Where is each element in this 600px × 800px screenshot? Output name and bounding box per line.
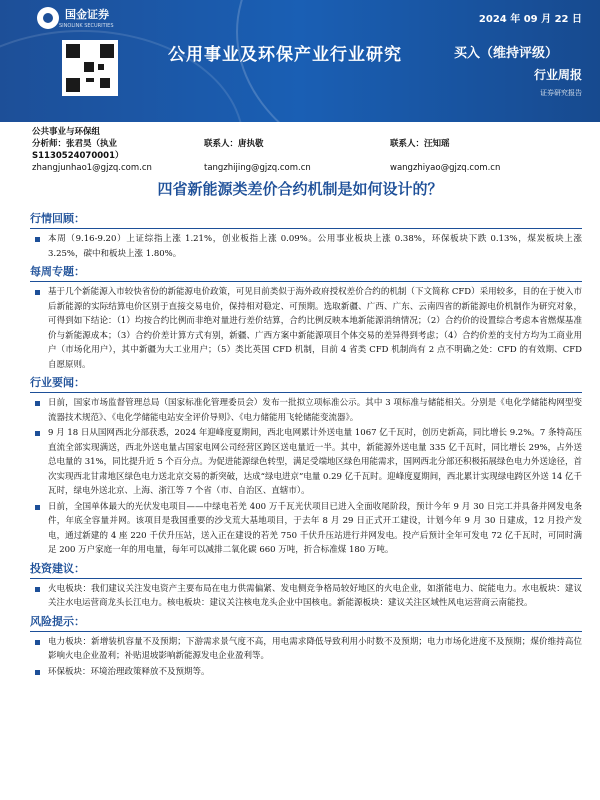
analyst-entry [390, 138, 570, 162]
section-heading: 投资建议： [30, 560, 582, 579]
analyst-block [32, 126, 582, 174]
bullet-icon [35, 505, 40, 510]
bullet-icon [35, 587, 40, 592]
bullet-icon [35, 237, 40, 242]
section-heading: 每周专题： [30, 263, 582, 282]
report-title: 公用事业及环保产业行业研究 [168, 45, 402, 65]
analyst-name: 张君昊（执业 S1130524070001） [32, 139, 124, 161]
report-date: 2024 年 09 月 22 日 [478, 14, 582, 25]
section-heading: 行情回顾： [30, 210, 582, 229]
list-item [30, 232, 582, 261]
logo-name: 国金证券 [65, 8, 109, 21]
list-item [30, 582, 582, 611]
analyst-email[interactable]: wangzhiyao@gjzq.com.cn [390, 163, 501, 173]
list-item [30, 396, 582, 425]
bullet-text: 环保板块：环境治理政策释放不及预期等。 [48, 666, 210, 677]
analyst-name: 汪知瑶 [424, 139, 450, 149]
article-title: 四省新能源类差价合约机制是如何设计的？ [157, 180, 443, 198]
analyst-role: 分析师： [32, 139, 67, 149]
analyst-email[interactable]: tangzhijing@gjzq.com.cn [204, 163, 311, 173]
section-heading: 风险提示： [30, 613, 582, 632]
bullet-icon [35, 290, 40, 295]
analyst-email[interactable]: zhangjunhao1@gjzq.com.cn [32, 163, 152, 173]
logo-icon [37, 7, 59, 29]
rating-badge: 买入（维持评级） [453, 46, 558, 61]
list-item [30, 635, 582, 664]
bullet-text: 日前，国家市场监督管理总局（国家标准化管理委员会）发布一批拟立项标准公示。其中 3 项标准与储能相关。分别是《电化学储能构网型变流器技术规范》、《电化学储能电站安全评价导则》、《电力储能用飞轮储能变流器》。 [48, 398, 582, 423]
bullet-text: 日前，全国单体最大的光伏发电项目——中绿电若羌 400 万千瓦光伏项目已进入全面收尾阶段，预计今年 9 月 30 日完工并具备并网发电条件，年底全容量并网。该项目是我国重要的沙戈荒大基地项目，于去年 8 月 29 日正式开工建设，计划今年 9 月 30 日建成，12 月投产发电，通过新建的 4 座 220 千伏升压站，送入正在建设的若羌 750 千伏升压站进行并网发电。投产后预计全年可发电 72 亿千瓦时，可同时满足 200 万户家庭一年的用电量，每年可以减排二氧化碳 660 万吨，折合标准煤 180 万吨。 [48, 501, 582, 555]
section-heading: 行业要闻： [30, 374, 582, 393]
report-type: 行业周报 [533, 68, 582, 82]
bullet-icon [35, 431, 40, 436]
list-item [30, 426, 582, 499]
bullet-icon [35, 640, 40, 645]
bullet-text: 火电板块：我们建议关注发电资产主要布局在电力供需偏紧、发电侧竞争格局较好地区的火电企业，如浙能电力、皖能电力。水电板块：建议关注水电运营商龙头长江电力。核电板块：建议关注核电龙头企业中国核电。新能源板块：建议关注区域性风电运营商云南能投。 [48, 583, 582, 608]
logo-sub: SINOLINK SECURITIES [59, 23, 114, 29]
section-weekly-topic [30, 263, 582, 372]
section-risk-warning [30, 613, 582, 680]
analyst-name: 唐执敬 [238, 139, 264, 149]
analyst-entry [32, 138, 204, 162]
bullet-text: 本周（9.16-9.20）上证综指上涨 1.21%，创业板指上涨 0.09%。公用事业板块上涨 0.38%，环保板块下跌 0.13%，煤炭板块上涨 3.25%，碳中和板块上涨 1.80%。 [48, 234, 582, 259]
analyst-role: 联系人： [204, 139, 239, 149]
report-subtype: 证券研究报告 [540, 89, 582, 97]
bullet-text: 电力板块：新增装机容量不及预期；下游需求景气度不高，用电需求降低导致利用小时数不及预期；电力市场化进度不及预期；煤价维持高位影响火电企业盈利；补贴退坡影响新能源发电企业盈利等。 [48, 636, 582, 661]
bullet-text: 9 月 18 日从国网西北分部获悉，2024 年迎峰度夏期间，西北电网累计外送电量 1067 亿千瓦时，创历史新高，同比增长 9.2%。7 条特高压直流全部实现满送，西北外送电量占国家电网公司经营区跨区送电量近一半。其中，新能源外送电量 335 亿千瓦时，同比增长 29%，占外送总电量的 31%，同比提升近 5 个百分点。为促进能源绿色转型，满足受端地区绿色用能需求，国网西北分部还积极拓展绿色电力外送途径，首次实现西北甘肃地区绿色电力送北京交易的新突破，达成“绿电进京”电量 0.29 亿千瓦时。迎峰度夏期间，西北累计实现绿电跨区外送 14 亿千瓦时，绿电外送北京、上海、浙江等 7 个省（市、自治区、直辖市）。 [48, 428, 582, 496]
list-item [30, 665, 582, 680]
analyst-group: 公共事业与环保组 [32, 127, 101, 137]
list-item [30, 285, 582, 372]
list-item [30, 500, 582, 558]
analyst-entry [204, 138, 390, 162]
bullet-text: 基于几个新能源入市较快省份的新能源电价政策，可见目前类似于海外政府授权差价合约的机制（下文简称 CFD）采用较多，目的在于使入市后新能源的实际结算电价区别于直接交易电价，保持相对稳定、可预期。选取新疆、广西、广东、云南四省的新能源电价机制作为研究对象，可得到如下结论：（1）均按合约比例而非绝对量进行差价结算，合约比例反映本地新能源消纳情况；（2）合约价的设置综合考虑本省燃煤基准价与新能源成本；（3）合约价差计算方式有别，新疆、广西方案中新能源项目个体交易的差异得到考虑；（4）合约价差的支付方均为工商业用户（市场化用户），其中新疆为大工业用户；（5）类比英国 CFD 机制，目前 4 省类 CFD 机制尚有 2 点不明确之处：CFD 的有效期、CFD 自愿原则。 [48, 287, 582, 370]
section-investment-advice [30, 560, 582, 611]
section-industry-news [30, 374, 582, 558]
report-body [30, 208, 582, 680]
section-market-review [30, 210, 582, 261]
analyst-role: 联系人： [390, 139, 425, 149]
company-logo [37, 6, 114, 29]
bullet-icon [35, 401, 40, 406]
report-header [0, 0, 600, 122]
qr-code-icon [62, 40, 118, 96]
bullet-icon [35, 670, 40, 675]
